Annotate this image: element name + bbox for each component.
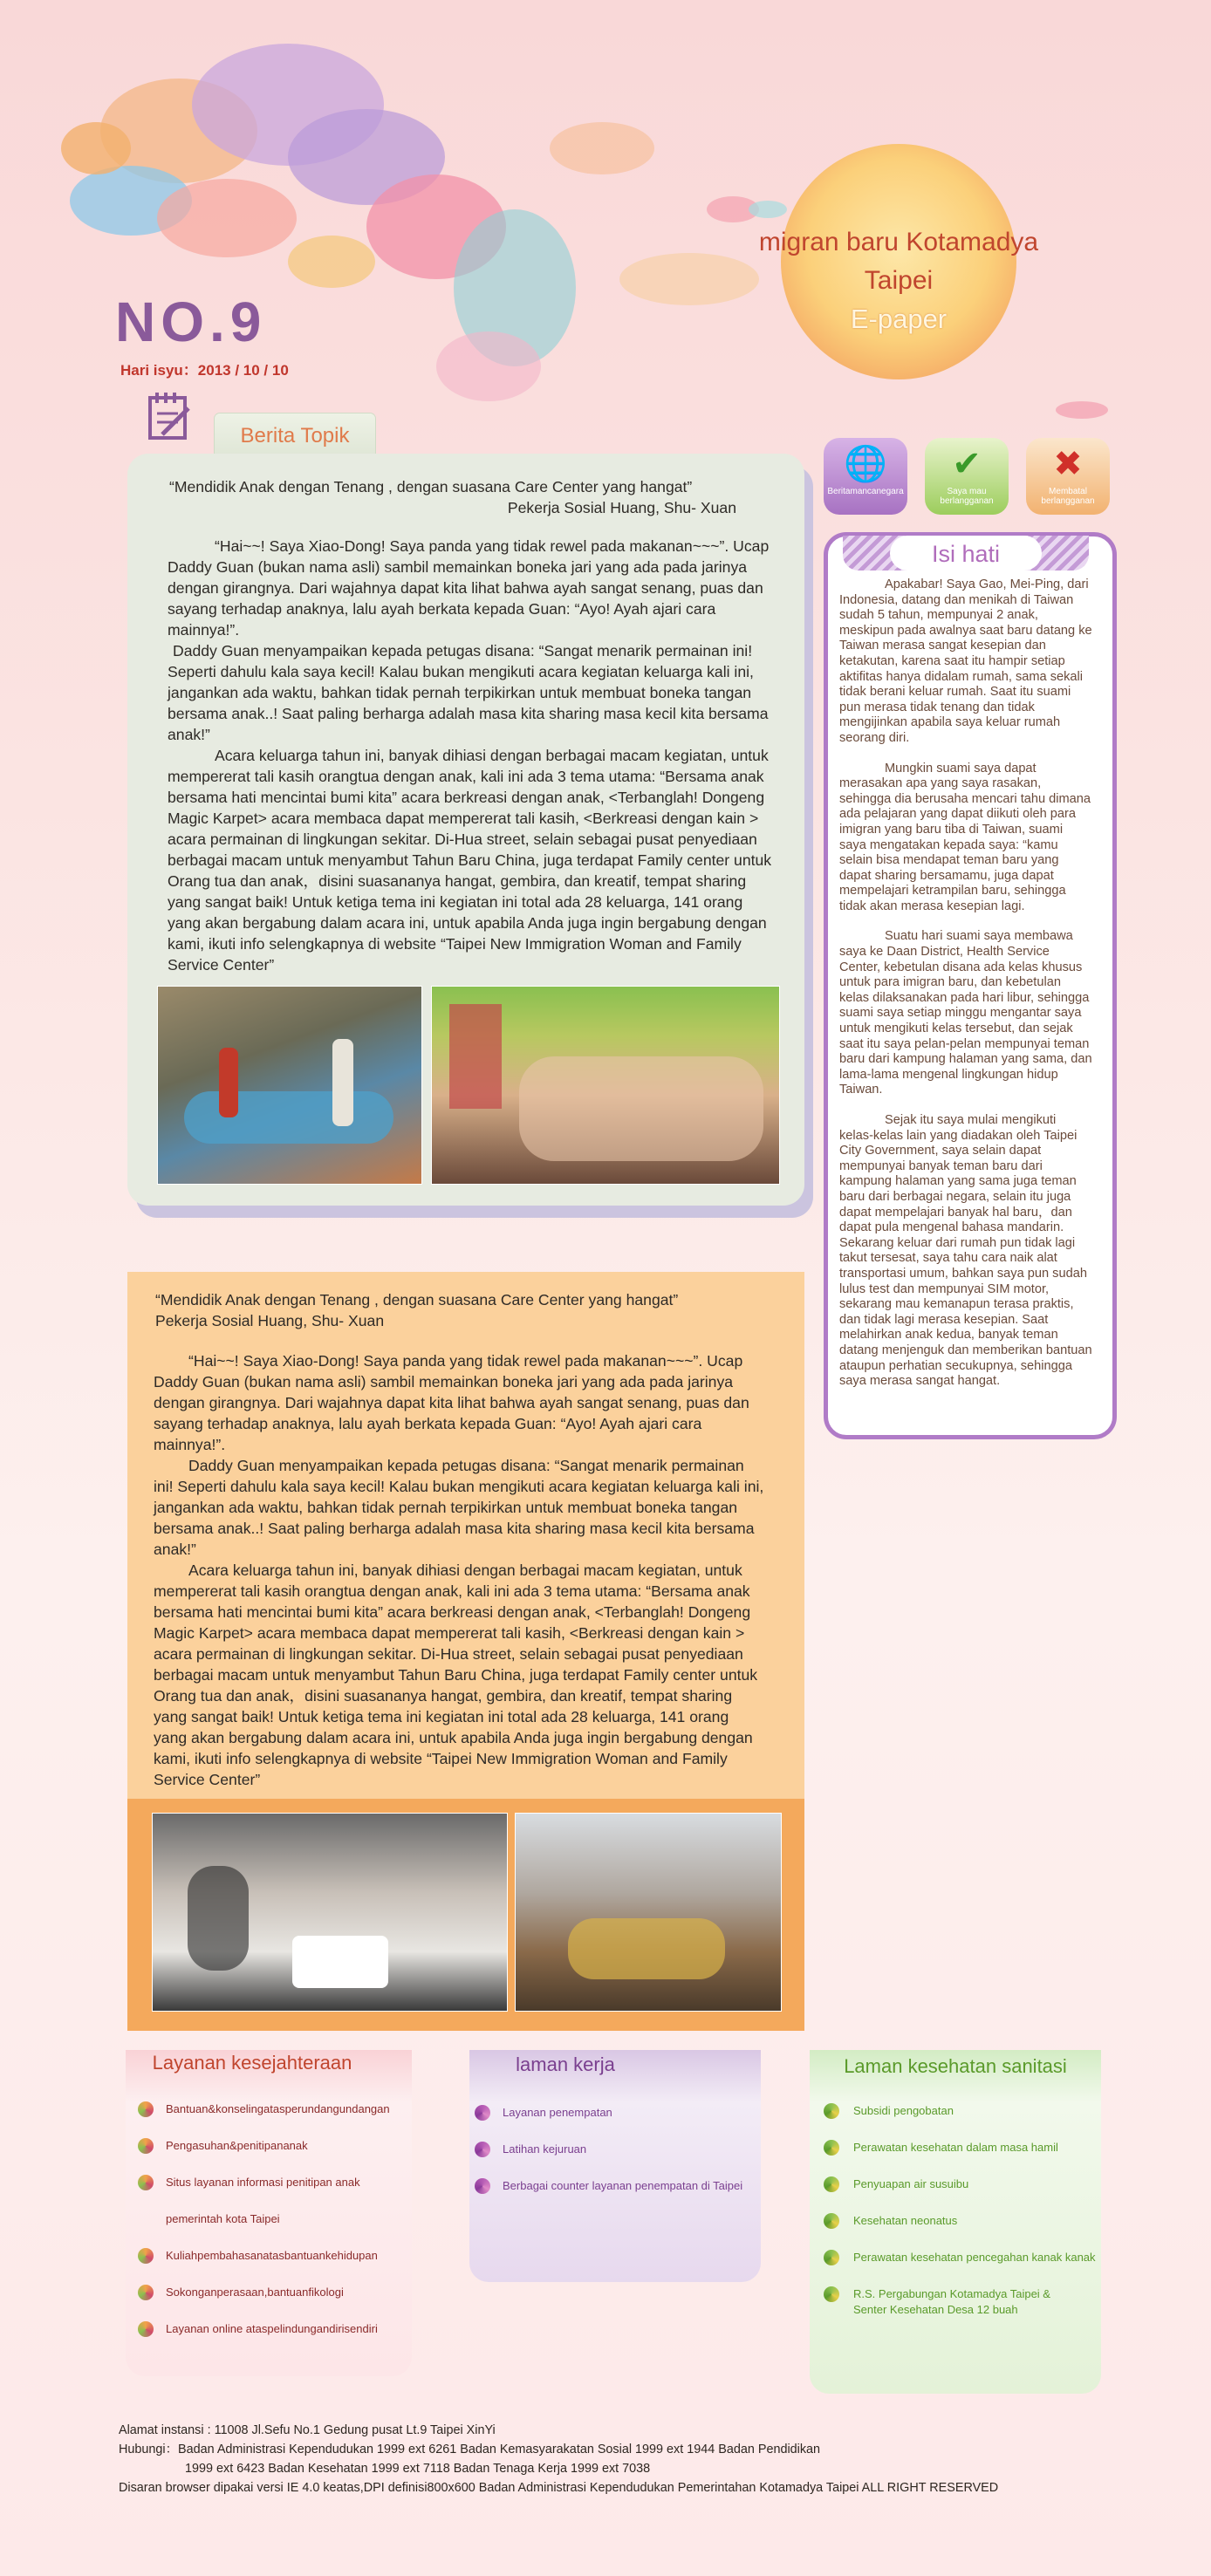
article-1-header [169,476,763,518]
issue-number: NO.9 [115,290,267,353]
title-line-1: migran baru Kotamadya [758,228,1039,256]
health-link[interactable]: Subsidi pengobatan [853,2104,954,2117]
article-2-photo-right [515,1813,782,2012]
quick-link-label: Membatal berlangganan [1041,487,1095,506]
health-link[interactable]: Penyuapan air susuibu [853,2177,969,2190]
article-1-paragraph: Daddy Guan menyampaikan kepada petugas disana: “Sangat menarik permainan ini! Seperti dahulu kala saya kecil! Kalau bukan mengikuti acara kegiatan keluarga kali ini, jangankan ada waktu, bahkan tidak pernah terpikirkan untuk membuat boneka tangan bersama anak..! Saat paling berharga adalah masa kita sharing masa kecil kita bersama anak!” [168,642,769,743]
sidebar-paragraph: Mungkin suami saya dapat merasakan apa yang saya rasakan, sehingga dia berusaha mencari tahu dimana ada pelajaran yang dapat diikuti oleh para imigran yang baru tiba di Taiwan, suami saya mengatakan kepada saya: “kamu selain bisa mendapat teman baru yang dapat sharing bersamamu, juga dapat mempelajari ketrampilan baru, sehingga tidak akan merasa kesepian lagi. [839,761,1091,913]
article-1-body [168,536,778,975]
quick-link-label: Saya mau berlangganan [940,487,994,506]
title-line-2: Taipei [864,266,934,295]
flower-bullet-icon [824,2103,839,2119]
quick-link-label: Beritamancanegara [827,487,904,496]
health-link[interactable]: Kesehatan neonatus [853,2214,958,2227]
flower-bullet-icon [475,2105,490,2121]
flower-bullet-icon [475,2142,490,2157]
footer-contact: Hubungi：Badan Administrasi Kependudukan 1999 ext 6261 Badan Kemasyarakatan Sosial 1999 ext 1944 Badan Pendidikan [119,2443,821,2456]
footer-browser-notice: Disaran browser dipakai versi IE 4.0 keatas,DPI definisi800x600 Badan Administrasi Kependudukan Pemerintahan Kotamadya Taipei ALL RIGHT RESERVED [119,2481,999,2495]
flower-bullet-icon [824,2140,839,2156]
article-1-paragraph: “Hai~~! Saya Xiao-Dong! Saya panda yang tidak rewel pada makanan~~~”. Ucap Daddy Guan (bukan nama asli) sambil memainkan boneka jari yang ada pada jarinya dengan girangnya. Dari wajahnya dapat kita lihat bahwa ayah sangat senang, puas dan sayang terhadap anaknya, lalu ayah berkata kepada Guan: “Ayo! Ayah ajari cara mainnya!”. [168,537,770,639]
sidebar-paragraph: Apakabar! Saya Gao, Mei-Ping, dari Indonesia, datang dan menikah di Taiwan sudah 5 tahun, mempunyai 2 anak, meskipun pada awalnya saat baru datang ke Taiwan merasa sangat kesepian dan ketakutan, karena saat itu hampir setiap aktifitas hanya didalam rumah, sama sekali tidak berani keluar rumah. Saat itu suami pun merasa tidak tenang dan tidak mengijinkan apabila saya keluar rumah seorang diri. [839,577,1092,745]
article-2-paragraph: “Hai~~! Saya Xiao-Dong! Saya panda yang tidak rewel pada makanan~~~”. Ucap Daddy Guan (bukan nama asli) sambil memainkan boneka jari yang ada pada jarinya dengan girangnya. Dari wajahnya dapat kita lihat bahwa ayah sangat senang, puas dan sayang terhadap anaknya, lalu ayah berkata kepada Guan: “Ayo! Ayah ajari cara mainnya!”. [154,1352,749,1453]
flower-bullet-icon [824,2176,839,2192]
health-link-continued[interactable]: Senter Kesehatan Desa 12 buah [853,2303,1018,2316]
welfare-link[interactable]: Bantuan&konselingatasperundangundangan [166,2102,390,2115]
article-2-heading: “Mendidik Anak dengan Tenang , dengan suasana Care Center yang hangat” [155,1291,679,1308]
article-2-paragraph: Acara keluarga tahun ini, banyak dihiasi dengan berbagai macam kegiatan, untuk mempererat tali kasih orangtua dengan anak, kali ini ada 3 tema utama: “Bersama anak bersama hati mencintai bumi kita” acara berkreasi dengan anak, <Terbanglah! Dongeng Magic Karpet> acara membaca dapat mempererat tali kasih, <Berkreasi dengan kain > acara permainan di lingkungan sekitar. Di-Hua street, selain sebagai pusat penyediaan berbagai macam untuk menyambut Tahun Baru China, juga terdapat Family center untuk Orang tua dan anak，disini suasananya hangat, gembira, dan kreatif, tempat sharing yang sangat baik! Untuk ketiga tema ini kegiatan ini total ada 28 keluarga, 141 orang yang akan bergabung dalam acara ini, untuk apabila Anda juga ingin bergabung dengan kami, ikuti info selengkapnya di website “Taipei New Immigration Woman and Family Service Center” [154,1561,758,1788]
work-link[interactable]: Latihan kejuruan [503,2142,587,2156]
welfare-link[interactable]: Situs layanan informasi penitipan anak [166,2176,360,2189]
quick-link-berita-mancanegara[interactable] [824,438,907,515]
article-2-body [154,1350,764,1790]
work-link[interactable]: Layanan penempatan [503,2106,612,2119]
article-1-paragraph: Acara keluarga tahun ini, banyak dihiasi dengan berbagai macam kegiatan, untuk mempererat tali kasih orangtua dengan anak, kali ini ada 3 tema utama: “Bersama anak bersama hati mencintai bumi kita” acara berkreasi dengan anak, <Terbanglah! Dongeng Magic Karpet> acara membaca dapat mempererat tali kasih, <Berkreasi dengan kain > acara permainan di lingkungan sekitar. Di-Hua street, selain sebagai pusat penyediaan berbagai macam untuk menyambut Tahun Baru China, juga terdapat Family center untuk Orang tua dan anak，disini suasananya hangat, gembira, dan kreatif, tempat sharing yang sangat baik! Untuk ketiga tema ini kegiatan ini total ada 28 keluarga, 141 orang yang akan bergabung dalam acara ini, untuk apabila Anda juga ingin bergabung dengan kami, ikuti info selengkapnya di website “Taipei New Immigration Woman and Family Service Center” [168,747,772,974]
welfare-link-continued[interactable]: pemerintah kota Taipei [166,2212,280,2225]
article-1-photo-left [157,986,422,1185]
flower-bullet-icon [475,2178,490,2194]
flower-bullet-icon [138,2285,154,2300]
tab-berita-topik[interactable]: Berita Topik [215,413,375,457]
article-1-photo-right [431,986,780,1185]
newsletter-title [750,223,1047,338]
health-link[interactable]: R.S. Pergabungan Kotamadya Taipei & [853,2287,1050,2300]
footer-address: Alamat instansi : 11008 Jl.Sefu No.1 Gedung pusat Lt.9 Taipei XinYi [119,2423,496,2437]
flower-bullet-icon [138,2138,154,2154]
cross-icon: ✖ [1053,445,1083,483]
sidebar-paragraph: Suatu hari suami saya membawa saya ke Daan District, Health Service Center, kebetulan disana ada kelas khusus untuk para imigran baru, dan kebetulan kelas dilaksanakan pada hari libur, sehingga suami saya setiap minggu mengantar saya untuk mengikuti kelas tersebut, dan sejak saat itu saya pelan-pelan mempunyai teman baru dari kampung halaman yang sama, dan lama-lama mengenal lingkungan hidup Taiwan. [839,929,1092,1097]
flower-bullet-icon [824,2286,839,2302]
notepad-icon [147,391,192,441]
welfare-link[interactable]: Sokonganperasaan,bantuanfikologi [166,2286,344,2299]
article-2-photo-left [152,1813,508,2012]
globe-icon: 🌐 [844,445,887,483]
footer-contact-continued: 1999 ext 6423 Badan Kesehatan 1999 ext 7118 Badan Tenaga Kerja 1999 ext 7038 [185,2462,651,2476]
flower-bullet-icon [824,2250,839,2265]
article-2-paragraph: Daddy Guan menyampaikan kepada petugas disana: “Sangat menarik permainan ini! Seperti dahulu kala saya kecil! Kalau bukan mengikuti acara kegiatan keluarga kali ini, jangankan ada waktu, bahkan tidak pernah terpikirkan untuk membuat boneka tangan bersama anak..! Saat paling berharga adalah masa kita sharing masa kecil kita bersama anak!” [154,1457,764,1558]
work-box [469,2050,761,2282]
title-line-3: E-paper [850,304,948,334]
health-link[interactable]: Perawatan kesehatan dalam masa hamil [853,2141,1058,2154]
article-1-heading: “Mendidik Anak dengan Tenang , dengan suasana Care Center yang hangat” [169,478,693,495]
sidebar-text [839,577,1092,1404]
welfare-link[interactable]: Pengasuhan&penitipananak [166,2139,308,2152]
quick-link-unsubscribe[interactable] [1026,438,1110,515]
flower-bullet-icon [138,2101,154,2117]
issue-date: Hari isyu：2013 / 10 / 10 [120,362,289,379]
work-box-title: laman kerja [516,2053,615,2075]
health-box-title: Laman kesehatan sanitasi [844,2055,1067,2077]
flower-bullet-icon [138,2321,154,2337]
checkmark-icon: ✔ [952,445,982,483]
flower-bullet-icon [138,2248,154,2264]
flower-bullet-icon [824,2213,839,2229]
welfare-box-title: Layanan kesejahteraan [152,2052,352,2074]
health-link[interactable]: Perawatan kesehatan pencegahan kanak kanak [853,2251,1096,2264]
article-2-header [155,1289,766,1331]
sidebar-paragraph: Sejak itu saya mulai mengikuti kelas-kelas lain yang diadakan oleh Taipei City Government, saya selain dapat mempunyai banyak teman baru dari kampung halaman yang sama juga teman baru dari berbagai negara, selain itu juga dapat mempelajari banyak hal baru，dan dapat pula mengenal bahasa mandarin. Sekarang keluar dari rumah pun tidak lagi takut tersesat, saya tahu cara naik alat transportasi umum, bahkan saya pun sudah lulus test dan mempunyai SIM motor, sekarang mau kemanapun terasa praktis, dan tidak lagi merasa kesepian. Saat melahirkan anak kedua, banyak teman datang menjenguk dan memberikan bantuan ataupun perhatian secukupnya, sehingga saya merasa sangat hangat. [839,1113,1092,1389]
quick-link-subscribe[interactable] [925,438,1009,515]
flower-bullet-icon [138,2175,154,2190]
welfare-link[interactable]: Kuliahpembahasanatasbantuankehidupan [166,2249,378,2262]
article-1-author: Pekerja Sosial Huang, Shu- Xuan [507,499,736,516]
sidebar-title: Isi hati [890,536,1042,571]
article-2-author: Pekerja Sosial Huang, Shu- Xuan [155,1312,385,1329]
footer [119,2421,998,2497]
welfare-link[interactable]: Layanan online ataspelindungandirisendiri [166,2322,378,2335]
work-link[interactable]: Berbagai counter layanan penempatan di Taipei [503,2179,743,2192]
